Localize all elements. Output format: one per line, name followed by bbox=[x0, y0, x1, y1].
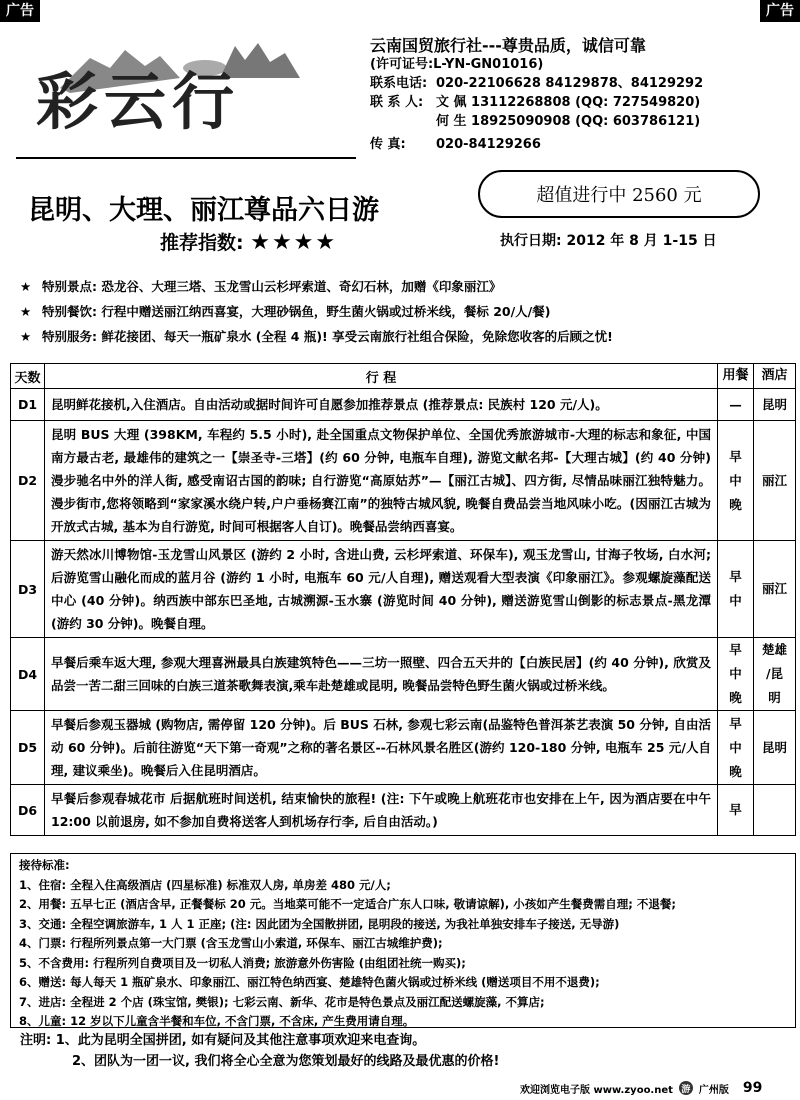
desc-cell: 昆明 BUS 大理 (398KM, 车程约 5.5 小时), 赴全国重点文物保护单位、全国优秀旅游城市-大理的标志和象征, 中国南方最古老, 最雄伟的建筑之一【崇圣寺-三塔】(约 60 分钟, 电瓶车自理), 游览文献名邦-【大理古城】(约 40 分钟) 漫步驰名中外的洋人街, 感受南诏古国的韵味; 自行游览“高原姑苏”—【丽江古城】、四方街, 尽情品味丽江独特魅力。漫步街市,您将领略到“家家溪水绕户转,户户垂杨赛江南”的独特古城风貌, 晚餐自费品尝当地风味小吃。(因丽江古城为开放式古城, 基本为自行游览, 时间可根据客人自订)。晚餐品尝纳西喜宴。 bbox=[45, 421, 718, 541]
table-row bbox=[11, 785, 796, 836]
note-1: 注明: 1、此为昆明全国拼团, 如有疑问及其他注意事项欢迎来电查询。 bbox=[20, 1033, 426, 1048]
features-list bbox=[20, 274, 790, 349]
standard-item: 6、赠送: 每人每天 1 瓶矿泉水、印象丽江、丽江特色纳西宴、楚雄特色菌火锅或过桥米线 (赠送项目不用不退费); bbox=[19, 975, 600, 989]
desc-cell: 早餐后乘车返大理, 参观大理喜洲最具白族建筑特色——三坊一照壁、四合五天井的【白族民居】(约 40 分钟), 欣赏及品尝一苦二甜三回味的白族三道茶歌舞表演,乘车赴楚雄或昆明, 晚餐品尝特色野生菌火锅或过桥米线。 bbox=[45, 638, 718, 711]
agency-name: 云南国贸旅行社---尊贵品质，诚信可靠 bbox=[370, 36, 646, 55]
standard-item: 3、交通: 全程空调旅游车, 1 人 1 正座; (注: 因此团为全国散拼团, 昆明段的接送, 为我社单独安排车子接送, 无导游) bbox=[19, 916, 620, 931]
page-title: 昆明、大理、丽江尊品六日游 bbox=[28, 195, 379, 226]
standard-item: 5、不含费用: 行程所列自费项目及一切私人消费; 旅游意外伤害险 (由组团社统一购买); bbox=[19, 955, 466, 970]
contact-row-2 bbox=[370, 112, 790, 131]
day-cell: D1 bbox=[11, 389, 45, 421]
phone-value: 020-22106628 84129878、84129292 bbox=[436, 76, 704, 91]
day-cell: D2 bbox=[11, 421, 45, 541]
agency-info bbox=[370, 36, 790, 154]
table-row bbox=[11, 421, 796, 541]
table-row bbox=[11, 638, 796, 711]
ad-label-left: 广告 bbox=[0, 0, 40, 22]
fax-value: 020-84129266 bbox=[436, 137, 541, 152]
standards-heading: 接待标准: bbox=[19, 858, 70, 872]
footer bbox=[520, 1080, 762, 1096]
table-row bbox=[11, 711, 796, 785]
phone-row bbox=[370, 74, 790, 93]
agency-license: (许可证号:L-YN-GN01016) bbox=[370, 57, 544, 72]
meal-cell: — bbox=[718, 389, 754, 421]
ad-label-right: 广告 bbox=[760, 0, 800, 22]
feature-item: ★ 特别服务: 鲜花接团、每天一瓶矿泉水 (全程 4 瓶)! 享受云南旅行社组合保险，免除您收客的后顾之忧! bbox=[20, 324, 790, 349]
star-icon: ★ bbox=[20, 279, 32, 294]
star-icon: ★ bbox=[20, 304, 32, 319]
header-itinerary: 行 程 bbox=[45, 364, 718, 389]
fax-label: 传 真: bbox=[370, 137, 406, 152]
day-cell: D3 bbox=[11, 541, 45, 638]
table-row bbox=[11, 541, 796, 638]
footer-edition: 广州版 bbox=[698, 1084, 729, 1096]
phone-label: 联系电话: bbox=[370, 76, 428, 91]
hotel-cell: 楚雄 /昆 明 bbox=[754, 638, 796, 711]
contact-label: 联 系 人: bbox=[370, 95, 424, 110]
price-badge: 超值进行中 2560 元 bbox=[478, 170, 760, 218]
recommend-row bbox=[160, 228, 337, 255]
desc-cell: 早餐后参观春城花市 后据航班时间送机, 结束愉快的旅程! (注: 下午或晚上航班花市也安排在上午, 因为酒店要在中午 12:00 以前退房, 如不参加自费将送客人到机场存行李, 后自由活动。) bbox=[45, 785, 718, 836]
desc-cell: 昆明鲜花接机,入住酒店。自由活动或据时间许可自愿参加推荐景点 (推荐景点: 民族村 120 元/人)。 bbox=[45, 389, 718, 421]
desc-cell: 游天然冰川博物馆-玉龙雪山风景区 (游约 2 小时, 含进山费, 云杉坪索道、环保车), 观玉龙雪山, 甘海子牧场, 白水河; 后游览雪山融化而成的蓝月谷 (游约 1 小时, 电瓶车 60 元/人自理), 赠送观看大型表演《印象丽江》。参观螺旋藻配送中心 (40 分钟)。纳西族中部东巴圣地, 古城溯源-玉水寨 (游览时间 40 分钟), 赠送游览雪山倒影的标志景点-黑龙潭 (游约 30 分钟)。晚餐自理。 bbox=[45, 541, 718, 638]
notes bbox=[20, 1030, 499, 1072]
contact-row bbox=[370, 93, 790, 112]
hotel-cell: 丽江 bbox=[754, 541, 796, 638]
fax-row bbox=[370, 135, 790, 154]
contact-2: 何 生 18925090908 (QQ: 603786121) bbox=[436, 114, 701, 129]
itinerary-table bbox=[10, 363, 796, 836]
exec-date: 执行日期: 2012 年 8 月 1-15 日 bbox=[500, 233, 717, 249]
header-hotel: 酒店 bbox=[754, 364, 796, 389]
standard-item: 2、用餐: 五早七正 (酒店含早, 正餐餐标 20 元。当地菜可能不一定适合广东人口味, 敬请谅解), 小孩如产生餐费需自理; 不退餐; bbox=[19, 897, 676, 911]
reception-standards bbox=[10, 853, 796, 1028]
header-day: 天数 bbox=[11, 364, 45, 389]
standard-item: 8、儿童: 12 岁以下儿童含半餐和车位, 不含门票, 不含床, 产生费用请自理。 bbox=[19, 1014, 415, 1028]
note-2: 2、团队为一团一议, 我们将全心全意为您策划最好的线路及最优惠的价格! bbox=[72, 1054, 500, 1069]
site-logo-icon: 游 bbox=[679, 1081, 693, 1095]
star-rating-icon: ★★★★ bbox=[250, 230, 338, 255]
hotel-cell: 昆明 bbox=[754, 389, 796, 421]
standard-item: 1、住宿: 全程入住高级酒店 (四星标准) 标准双人房, 单房差 480 元/人; bbox=[19, 877, 391, 892]
table-header-row bbox=[11, 364, 796, 389]
meal-cell: 早 bbox=[718, 785, 754, 836]
recommend-label: 推荐指数: bbox=[160, 232, 244, 254]
footer-text: 欢迎浏览电子版 www.zyoo.net bbox=[520, 1084, 673, 1096]
meal-cell: 早 中 bbox=[718, 541, 754, 638]
star-icon: ★ bbox=[20, 329, 32, 344]
hotel-cell: 昆明 bbox=[754, 711, 796, 785]
logo-divider bbox=[16, 157, 356, 159]
day-cell: D6 bbox=[11, 785, 45, 836]
hotel-cell: 丽江 bbox=[754, 421, 796, 541]
hotel-cell bbox=[754, 785, 796, 836]
meal-cell: 早 中 晚 bbox=[718, 421, 754, 541]
contact-1: 文 佩 13112268808 (QQ: 727549820) bbox=[436, 95, 701, 110]
feature-item: ★ 特别餐饮: 行程中赠送丽江纳西喜宴，大理砂锅鱼，野生菌火锅或过桥米线，餐标 20/人/餐) bbox=[20, 299, 790, 324]
feature-item: ★ 特别景点: 恐龙谷、大理三塔、玉龙雪山云杉坪索道、奇幻石林，加赠《印象丽江》 bbox=[20, 274, 790, 299]
logo-text: 彩云行 bbox=[36, 65, 241, 138]
day-cell: D4 bbox=[11, 638, 45, 711]
standard-item: 7、进店: 全程进 2 个店 (珠宝馆, 樊银); 七彩云南、新华、花市是特色景点及丽江配送螺旋藻, 不算店; bbox=[19, 994, 545, 1009]
day-cell: D5 bbox=[11, 711, 45, 785]
desc-cell: 早餐后参观玉器城 (购物店, 需停留 120 分钟)。后 BUS 石林, 参观七彩云南(品鉴特色普洱茶艺表演 50 分钟, 自由活动 60 分钟)。后前往游览“天下第一奇观”之称的著名景区--石林风景名胜区(游约 120-180 分钟, 电瓶车 25 元/人自理, 建议乘坐)。晚餐后入住昆明酒店。 bbox=[45, 711, 718, 785]
page-number: 99 bbox=[742, 1080, 763, 1096]
standard-item: 4、门票: 行程所列景点第一大门票 (含玉龙雪山小索道, 环保车、丽江古城维护费); bbox=[19, 936, 443, 950]
meal-cell: 早 中 晚 bbox=[718, 711, 754, 785]
header-meal: 用餐 bbox=[718, 364, 754, 389]
meal-cell: 早 中 晚 bbox=[718, 638, 754, 711]
table-row bbox=[11, 389, 796, 421]
